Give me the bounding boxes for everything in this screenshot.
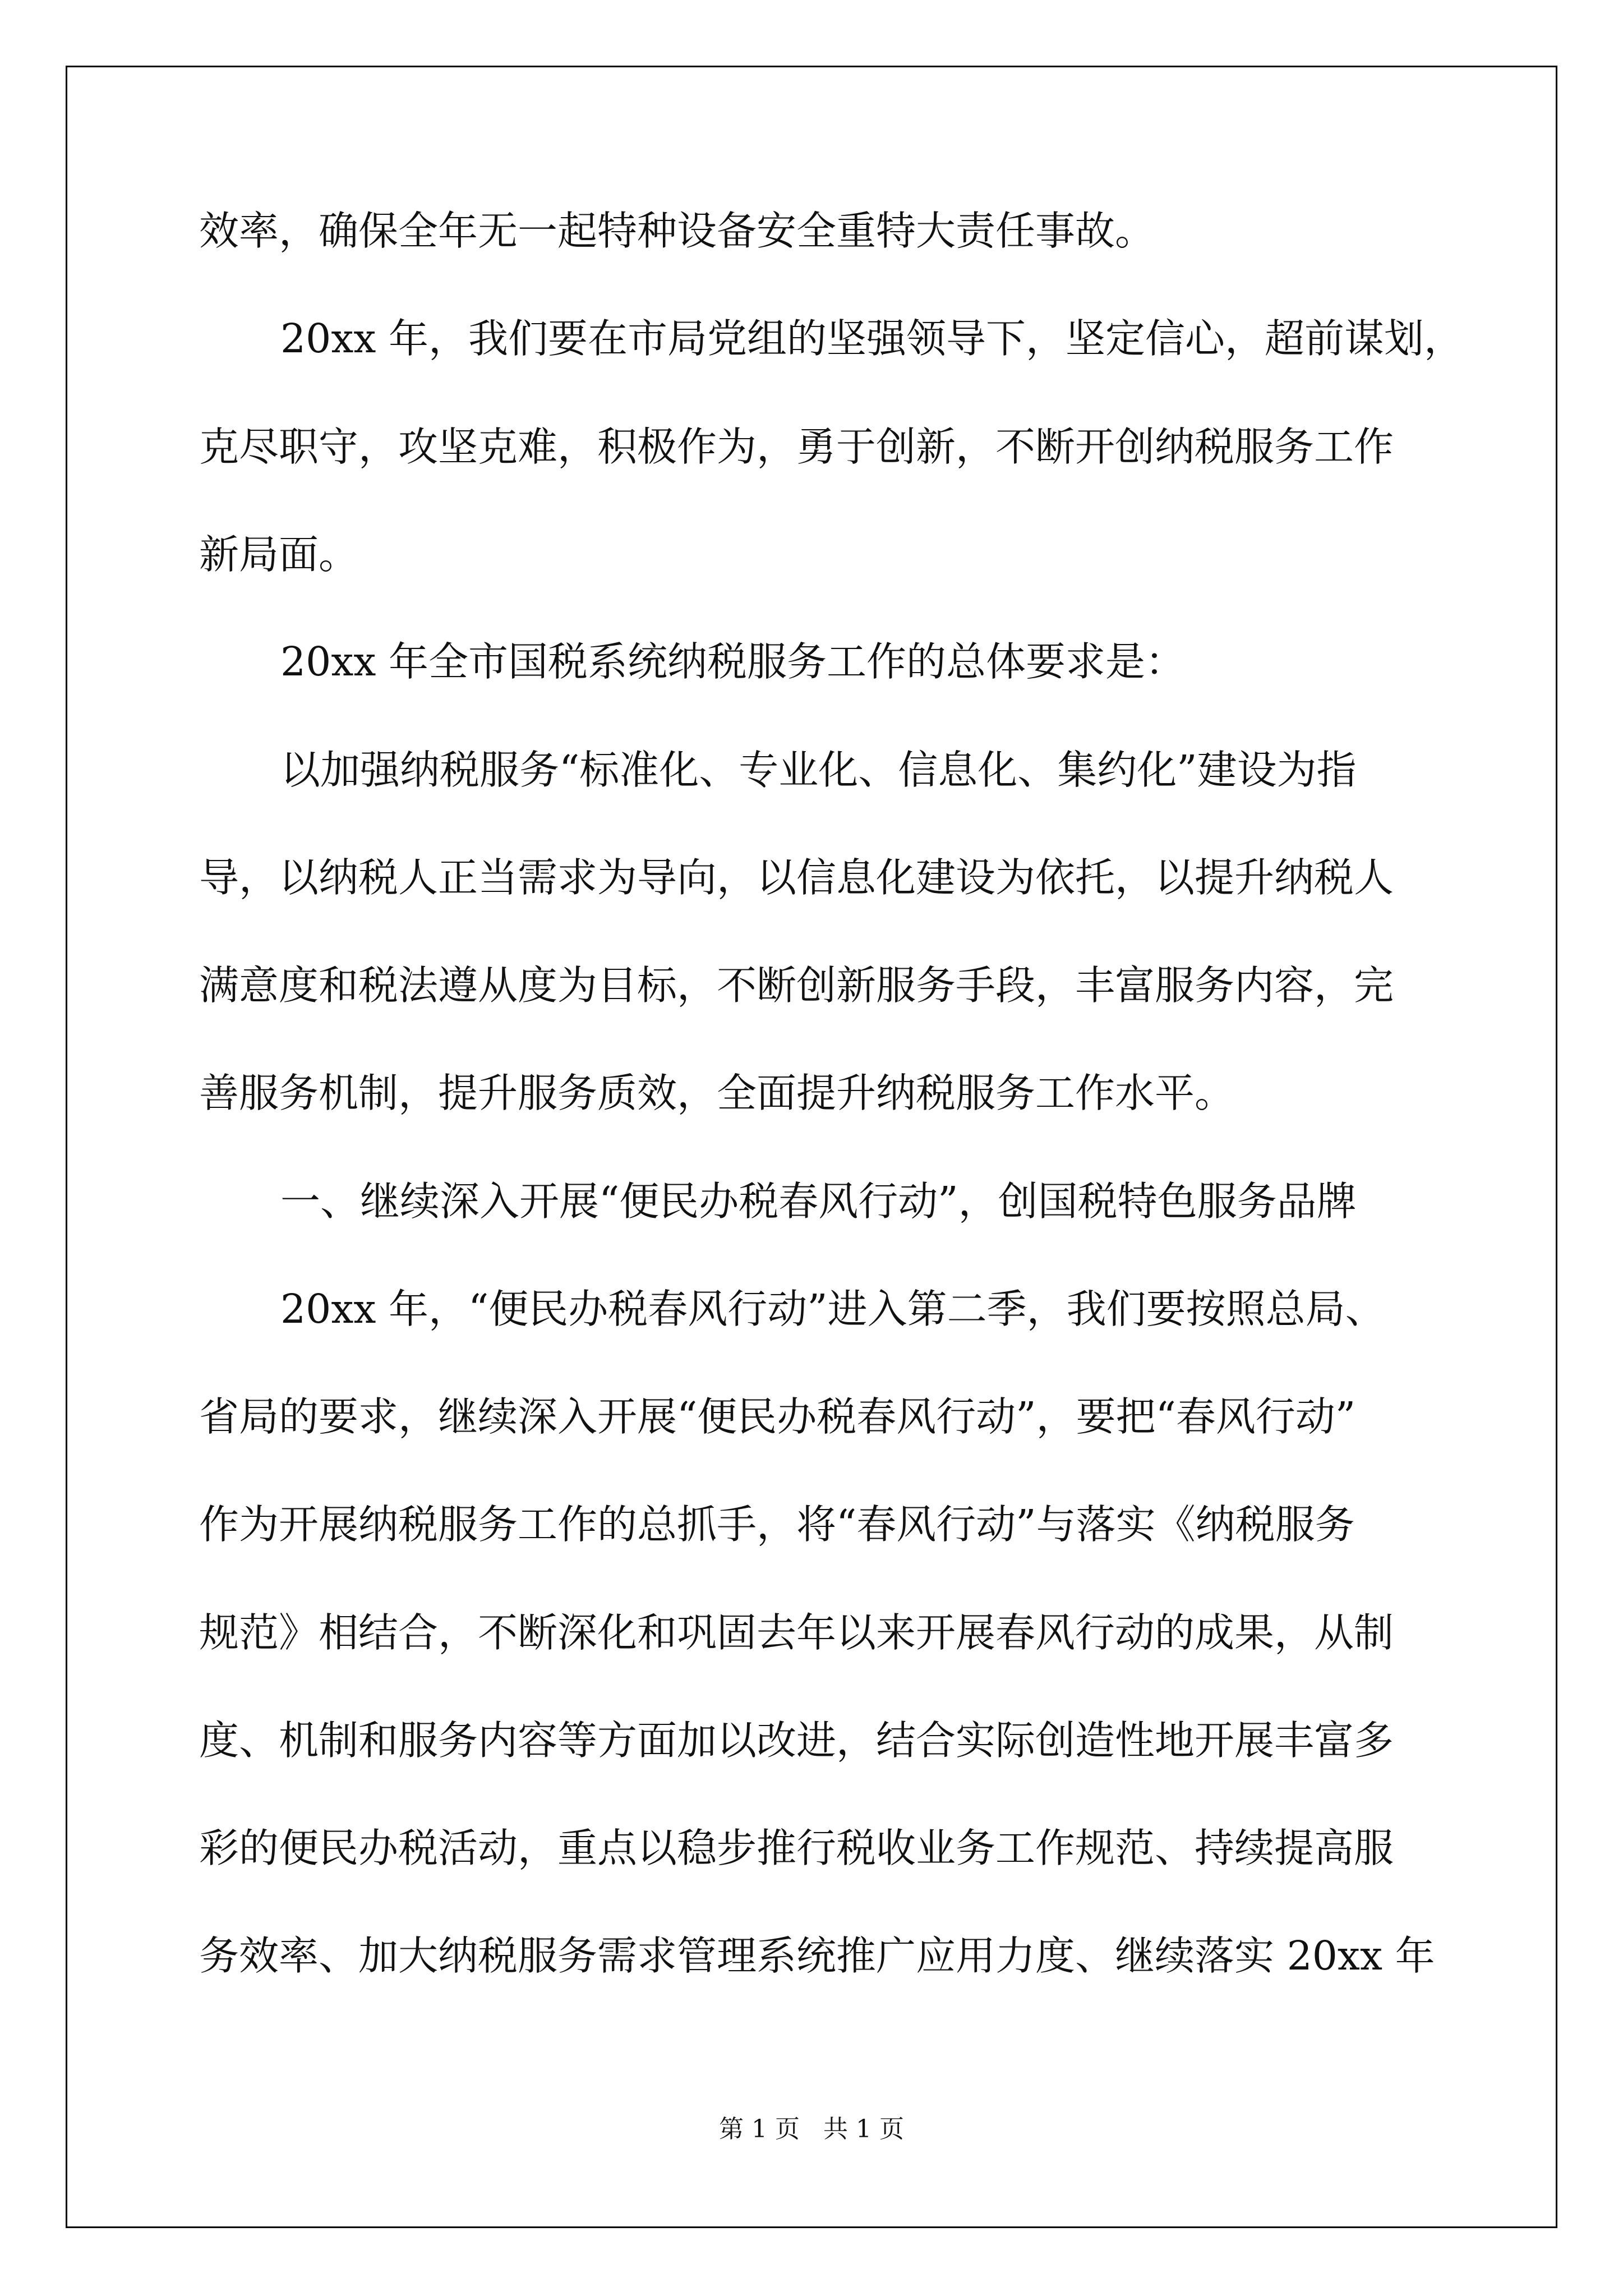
body-line-4: 新局面。 [199, 531, 359, 578]
body-line-7: 导，以纳税人正当需求为导向，以信息化建设为依托，以提升纳税人 [199, 854, 1394, 901]
section-heading-1: 一、继续深入开展“便民办税春风行动”，创国税特色服务品牌 [280, 1178, 1357, 1225]
body-line-9: 善服务机制，提升服务质效，全面提升纳税服务工作水平。 [199, 1070, 1235, 1116]
body-line-16: 彩的便民办税活动，重点以稳步推行税收业务工作规范、持续提高服 [199, 1825, 1394, 1871]
body-line-17: 务效率、加大纳税服务需求管理系统推广应用力度、继续落实 20xx 年 [199, 1932, 1435, 1979]
body-line-3: 克尽职守，攻坚克难，积极作为，勇于创新，不断开创纳税服务工作 [199, 424, 1394, 470]
body-line-14: 规范》相结合，不断深化和巩固去年以来开展春风行动的成果，从制 [199, 1609, 1394, 1656]
page-number-footer: 第 1 页 共 1 页 [719, 2115, 904, 2143]
body-line-13: 作为开展纳税服务工作的总抓手，将“春风行动”与落实《纳税服务 [199, 1501, 1355, 1548]
body-line-5: 20xx 年全市国税系统纳税服务工作的总体要求是： [280, 638, 1185, 685]
body-line-6: 以加强纳税服务“标准化、专业化、信息化、集约化”建设为指 [280, 747, 1357, 793]
body-line-11: 20xx 年，“便民办税春风行动”进入第二季，我们要按照总局、 [280, 1286, 1385, 1332]
body-line-12: 省局的要求，继续深入开展“便民办税春风行动”，要把“春风行动” [199, 1393, 1356, 1440]
body-line-15: 度、机制和服务内容等方面加以改进，结合实际创造性地开展丰富多 [199, 1717, 1394, 1764]
page-border [66, 66, 1557, 2228]
body-line-1: 效率，确保全年无一起特种设备安全重特大责任事故。 [199, 208, 1155, 254]
body-line-8: 满意度和税法遵从度为目标，不断创新服务手段，丰富服务内容，完 [199, 962, 1394, 1009]
body-line-2: 20xx 年，我们要在市局党组的坚强领导下，坚定信心，超前谋划， [280, 315, 1464, 362]
